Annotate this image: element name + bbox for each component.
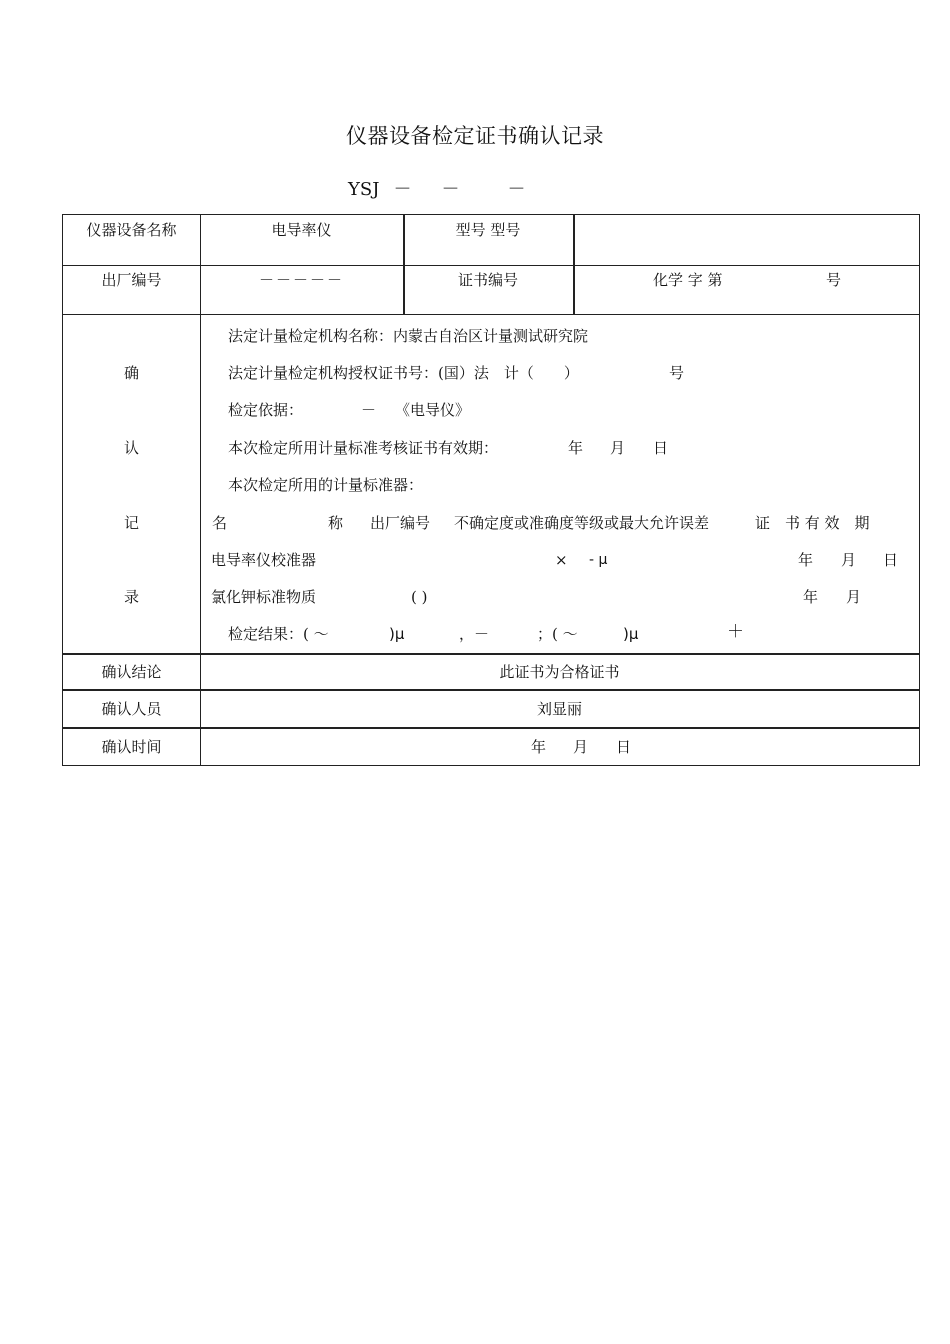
side-label-char: 认 [123, 439, 139, 457]
standard-1-value-b: - μ [589, 552, 608, 568]
page-title: 仪器设备检定证书确认记录 [346, 124, 604, 148]
personnel-value: 刘显丽 [536, 700, 582, 718]
doc-prefix: YSJ [348, 179, 380, 200]
side-label-char: 录 [123, 588, 139, 606]
validity-day: 日 [653, 439, 669, 457]
side-label-char: 确 [123, 364, 139, 382]
certificate-number-value: 化学 字 第 [653, 271, 723, 289]
row-divider [63, 265, 919, 266]
authorization-number: 法定计量检定机构授权证书号：(国）法 计（ ） [228, 364, 579, 382]
verification-result-label: 检定结果：( ～ [228, 625, 329, 643]
row-divider [63, 314, 919, 315]
personnel-label: 确认人员 [101, 700, 162, 718]
header-name-b: 称 [328, 514, 344, 532]
time-year: 年 [531, 738, 547, 756]
row-divider [63, 653, 919, 655]
row-divider [63, 689, 919, 691]
verification-basis-dash: － [361, 401, 377, 419]
validity-year: 年 [568, 439, 584, 457]
standard-1-day: 日 [883, 551, 899, 569]
verification-basis-value: 《电导仪》 [395, 401, 471, 419]
result-part-c: ；( ～ [537, 625, 578, 643]
certificate-number-label: 证书编号 [457, 271, 518, 289]
time-label: 确认时间 [101, 738, 162, 756]
result-part-e: ＋ [727, 622, 744, 642]
header-validity: 证 书 有 效 期 [755, 514, 870, 532]
standard-validity-label: 本次检定所用计量标准考核证书有效期： [228, 439, 499, 457]
doc-dash-3: － [507, 179, 526, 200]
standard-1-value-a: × [555, 551, 568, 569]
standard-1-name: 电导率仪校准器 [211, 551, 317, 569]
validity-month: 月 [610, 439, 626, 457]
equipment-name-label: 仪器设备名称 [86, 221, 177, 239]
standard-2-name: 氯化钾标准物质 [211, 588, 317, 606]
document-number [348, 175, 525, 201]
row-divider [63, 727, 919, 729]
certificate-number-suffix: 号 [826, 271, 842, 289]
standard-2-year: 年 [803, 588, 819, 606]
result-part-b: ，－ [459, 625, 490, 643]
standard-2-month: 月 [846, 588, 862, 606]
time-month: 月 [573, 738, 589, 756]
conclusion-label: 确认结论 [101, 663, 162, 681]
time-day: 日 [616, 738, 632, 756]
verification-basis-label: 检定依据： [228, 401, 304, 419]
doc-dash-1: － [393, 179, 412, 200]
standard-1-year: 年 [798, 551, 814, 569]
doc-dash-2: － [441, 179, 460, 200]
record-table [62, 214, 920, 766]
standards-label: 本次检定所用的计量标准器： [228, 476, 424, 494]
header-uncertainty: 不确定度或准确度等级或最大允许误差 [454, 514, 710, 532]
side-label-char: 记 [123, 514, 139, 532]
conclusion-value: 此证书为合格证书 [499, 663, 620, 681]
serial-value: －－－－－ [258, 271, 344, 289]
serial-label: 出厂编号 [101, 271, 162, 289]
header-serial: 出厂编号 [370, 514, 431, 532]
standard-1-month: 月 [841, 551, 857, 569]
column-divider [200, 215, 201, 765]
column-divider [573, 215, 575, 314]
equipment-name-value: 电导率仪 [271, 221, 332, 239]
standard-2-serial: ( ) [411, 588, 428, 606]
result-part-d: )μ [623, 625, 639, 643]
header-name-a: 名 [212, 514, 228, 532]
institution-name: 法定计量检定机构名称：内蒙古自治区计量测试研究院 [228, 327, 589, 345]
model-label: 型号 型号 [455, 221, 521, 239]
authorization-number-suffix: 号 [669, 364, 685, 382]
result-part-a: )μ [389, 625, 405, 643]
